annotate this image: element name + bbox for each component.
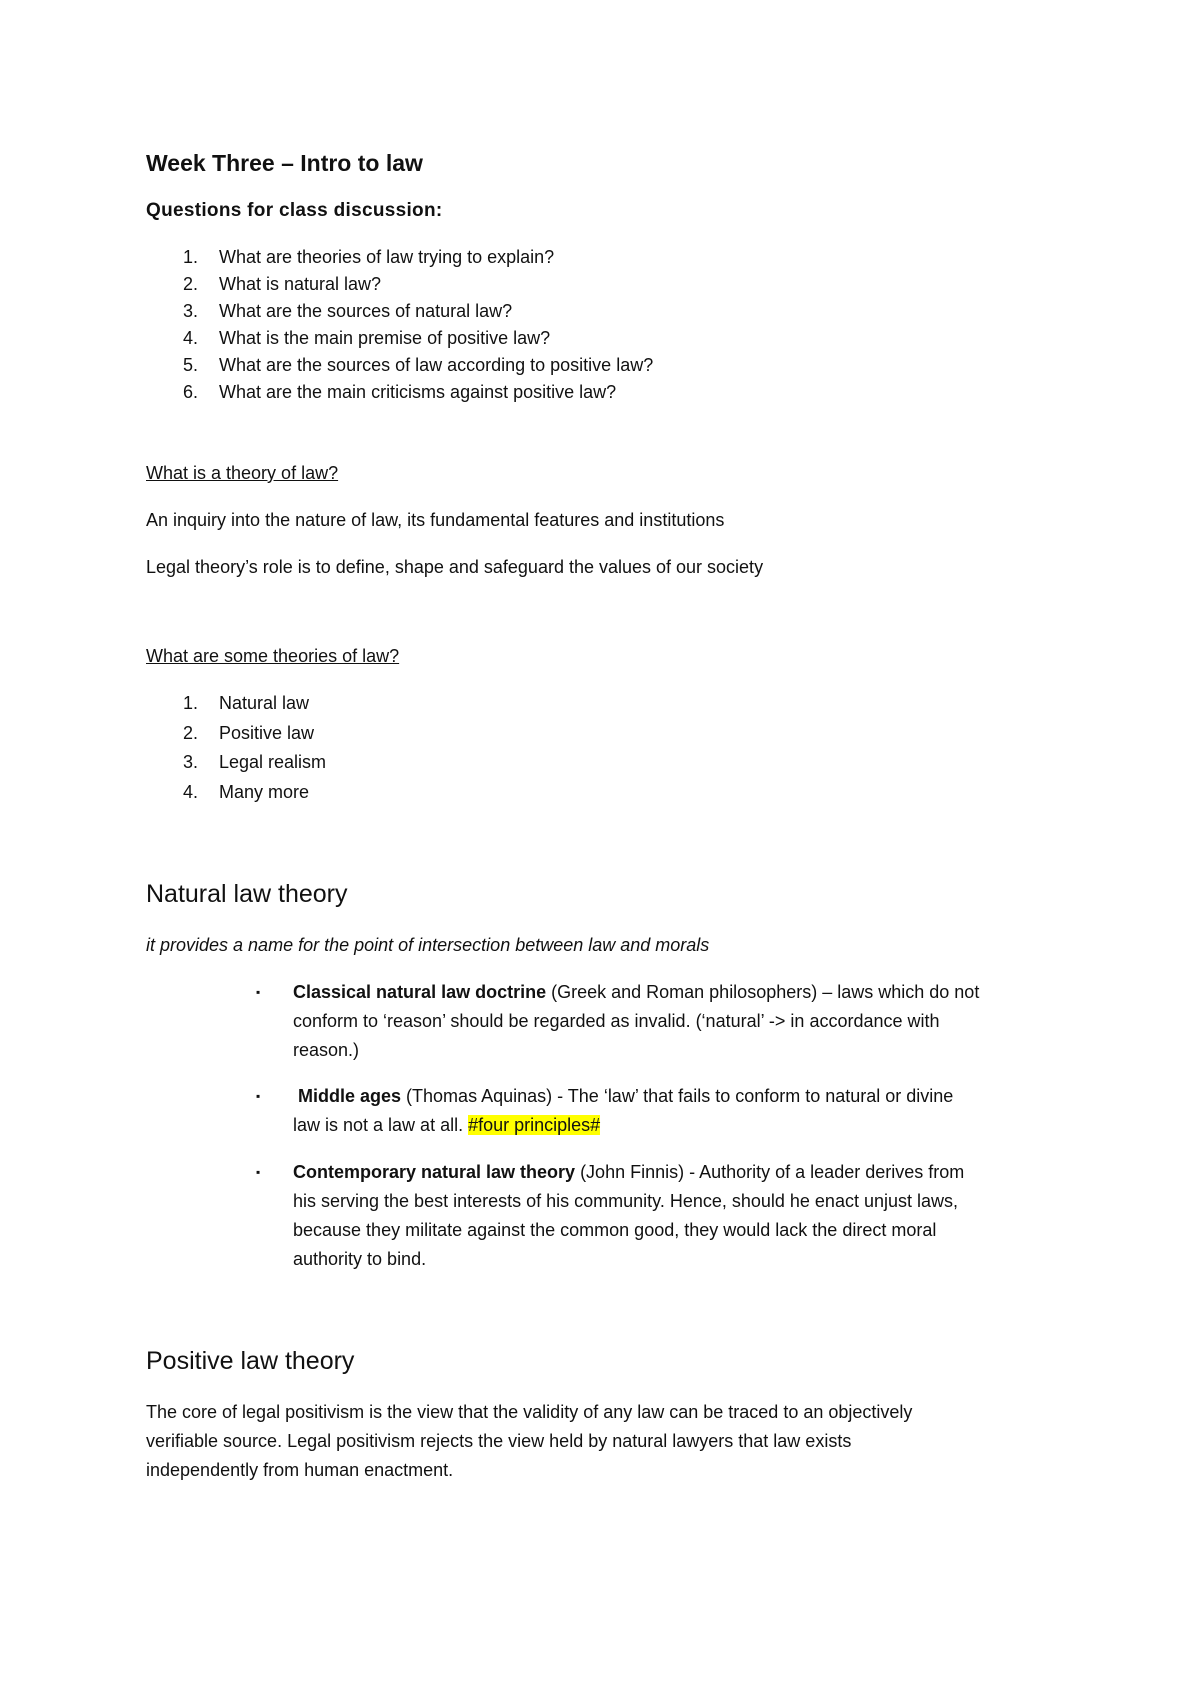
list-item: 1. Natural law xyxy=(183,693,310,713)
bullet-classical: Classical natural law doctrine (Greek and Roman philosophers) – laws which do not conform to ‘reason’ should be regarded as invalid. (‘natural’ -> in accordance with reason.) xyxy=(293,982,980,1060)
highlighted-text: #four principles# xyxy=(468,1115,601,1135)
positive-law-heading: Positive law theory xyxy=(146,1347,355,1375)
theories-heading: What are some theories of law? xyxy=(146,646,400,666)
bullet-middle-ages: Middle ages (Thomas Aquinas) - The ‘law’ that fails to conform to natural or divine law is not a law at all. #four principles# xyxy=(293,1086,954,1135)
list-item: 6. What are the main criticisms against positive law? xyxy=(183,382,617,402)
natural-law-intro: it provides a name for the point of intersection between law and morals xyxy=(146,935,710,955)
list-item: 1. What are theories of law trying to explain? xyxy=(183,247,555,267)
list-item: 3. Legal realism xyxy=(183,752,327,772)
document-title: Week Three – Intro to law xyxy=(146,150,423,176)
list-item: 2. What is natural law? xyxy=(183,274,382,294)
theory-of-law-heading: What is a theory of law? xyxy=(146,463,339,483)
questions-heading: Questions for class discussion: xyxy=(146,200,443,221)
list-item: 2. Positive law xyxy=(183,722,315,743)
list-item: 5. What are the sources of law according to positive law? xyxy=(183,355,654,375)
list-item: 4. Many more xyxy=(183,781,310,802)
bullet-marker: ▪ xyxy=(256,1165,261,1179)
questions-list xyxy=(183,244,654,406)
natural-law-heading: Natural law theory xyxy=(146,880,348,908)
positive-law-paragraph: The core of legal positivism is the view that the validity of any law can be traced to an objectively verifiable source. Legal positivism rejects the view held by natural lawyers that law exists independently from human enactment. xyxy=(146,1402,913,1480)
bullet-marker: ▪ xyxy=(256,1089,261,1103)
bullet-marker: ▪ xyxy=(256,985,261,999)
bullet-contemporary: Contemporary natural law theory (John Finnis) - Authority of a leader derives from his serving the best interests of his community. Hence, should he enact unjust laws, because they militate against the common good, they would lack the direct moral authority to bind. xyxy=(293,1162,965,1269)
list-item: 3. What are the sources of natural law? xyxy=(183,301,513,321)
theories-list xyxy=(183,689,327,807)
list-item: 4. What is the main premise of positive law? xyxy=(183,328,551,348)
theory-definition: An inquiry into the nature of law, its fundamental features and institutions xyxy=(146,510,725,530)
theory-role: Legal theory’s role is to define, shape and safeguard the values of our society xyxy=(146,557,764,577)
